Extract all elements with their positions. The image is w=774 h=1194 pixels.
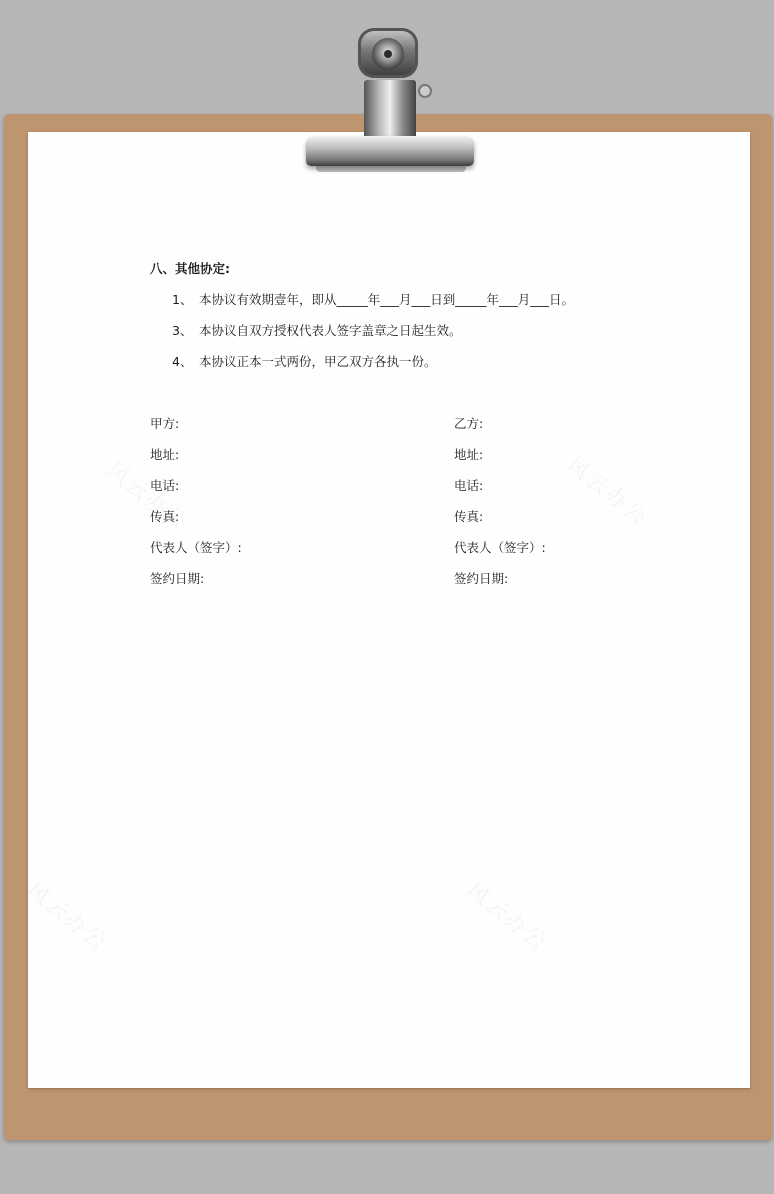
party-a-fax-label: 传真: [150, 509, 180, 524]
party-b-address-label: 地址: [454, 447, 484, 462]
clause-number: 1、 [172, 292, 193, 307]
clause-item [172, 290, 574, 308]
party-a-date-label: 签约日期: [150, 571, 205, 586]
party-a-name-label: 甲方: [150, 416, 180, 431]
watermark [461, 874, 556, 958]
party-b-phone-label: 电话: [454, 478, 484, 493]
clause-number: 3、 [172, 323, 193, 338]
clause-text: 本协议正本一式两份，甲乙双方各执一份。 [199, 354, 437, 369]
clause-text: 本协议有效期壹年，即从_____年___月___日到_____年___月___日。 [199, 292, 575, 307]
watermark [21, 874, 116, 958]
party-b-name-label: 乙方: [454, 416, 484, 431]
watermark [101, 454, 196, 538]
party-a-representative-label: 代表人（签字）: [150, 540, 242, 555]
party-b-date-label: 签约日期: [454, 571, 509, 586]
party-a-address-label: 地址: [150, 447, 180, 462]
clause-item [172, 321, 462, 339]
party-b-fax-label: 传真: [454, 509, 484, 524]
clause-item [172, 352, 437, 370]
clause-number: 4、 [172, 354, 193, 369]
clause-text: 本协议自双方授权代表人签字盖章之日起生效。 [199, 323, 462, 338]
section-heading: 八、其他协定: [150, 261, 230, 276]
watermark [561, 449, 656, 533]
party-b-representative-label: 代表人（签字）: [454, 540, 546, 555]
party-a-phone-label: 电话: [150, 478, 180, 493]
